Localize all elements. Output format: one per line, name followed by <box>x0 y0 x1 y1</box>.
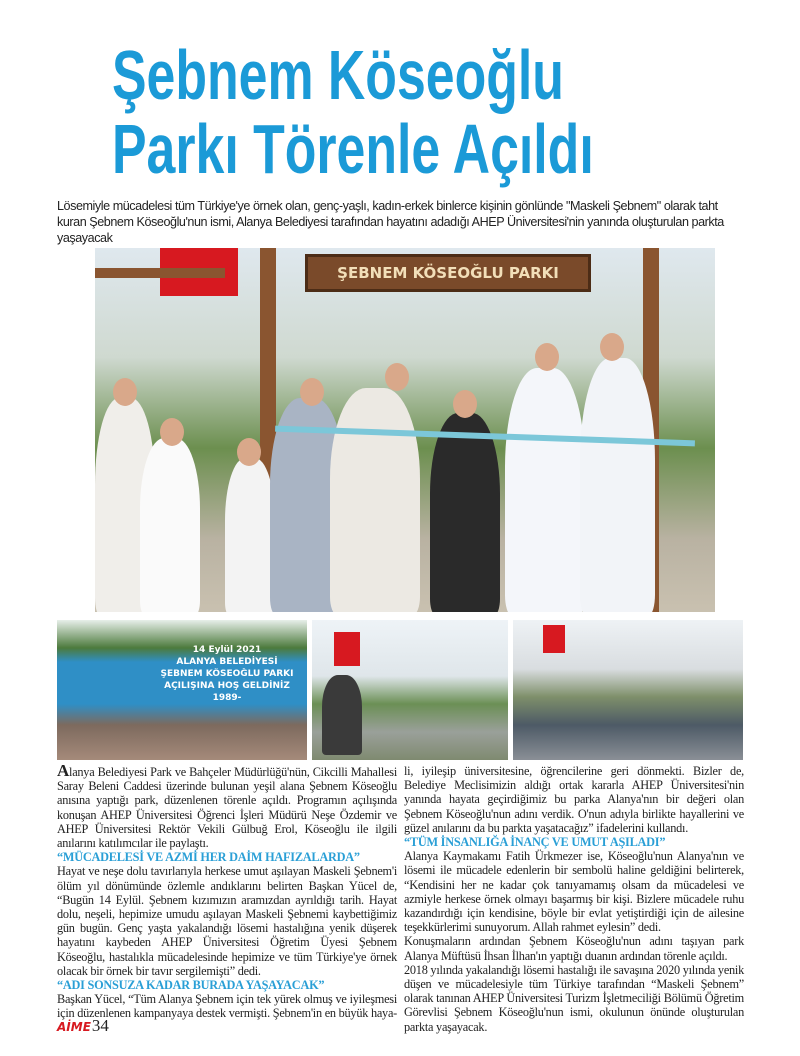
person <box>140 438 200 612</box>
person <box>225 458 275 612</box>
paragraph: Alanya Kaymakamı Fatih Ürkmezer ise, Köseoğlu'nun Alanya'nın ve lösemi ile mücadele edenlerin bir sembolü haline geldiğini belirterek, “Kendisini her ne kadar çok tanıyamamış olsam da mücadelesi ve azmiyle herkese örnek olmayı başarmış bir kişi. Bizlere mücadele ruhu kazandırdığı için kendisine, böyle bir evlat yetiştirdiği için de ailesine teşekkürlerimi sunuyorum. Allah rahmet eylesin” dedi. <box>404 849 744 935</box>
banner-line: ALANYA BELEDİYESİ <box>176 657 278 667</box>
subheading: “ADI SONSUZA KADAR BURADA YAŞAYACAK” <box>57 978 325 993</box>
person <box>330 388 420 612</box>
person <box>580 358 655 612</box>
paragraph: li, iyileşip üniversitesine, öğrencilerine geri dönmekti. Bizler de, Belediye Meclisimizin aldığı ortak kararla AHEP Üniversitesi'nin yanında hayata geçirdiğimiz bu parka Alanya'nın bir değeri olan Şebnem Köseoğlu'nun adını verdik. O'nun adıyla birlikte hayallerini ve güzel anılarını da bu parkta yaşatacağız” ifadelerini kullandı. <box>404 764 744 835</box>
banner-line: ŞEBNEM KÖSEOĞLU PARKI <box>160 669 294 679</box>
article-column-left <box>57 761 398 1021</box>
subheading: “TÜM İNSANLIĞA İNANÇ VE UMUT AŞILADI” <box>404 835 666 850</box>
head <box>160 418 184 446</box>
subheading: “MÜCADELESİ VE AZMİ HER DAİM HAFIZALARDA” <box>57 850 360 865</box>
drop-cap: A <box>57 761 70 780</box>
paragraph: Hayat ve neşe dolu tavırlarıyla herkese umut aşılayan Maskeli Şebnem'i ölüm yıl dönümünde özlemle andıklarını belirten Başkan Yücel de, “Bugün 14 Eylül. Şebnem kızımızın aramızdan ayrıldığı tarih. Hayat dolu, neşeli, hepimize umudu aşılayan Maskeli Şebnemi kaybettiğimiz gün bugün. Genç yaşta yakalandığı lösemi hastalığına yenik düşerek hayatını kaybeden AHEP Üniversitesi Öğretim Üyesi Şebnem Köseoğlu, hastalıkla mücadelesinde hepimize ve tüm Türkiye'ye örnek olacak bir örnek bir tavır sergilemişti” dedi. <box>57 864 397 978</box>
head <box>237 438 261 466</box>
person <box>430 413 500 612</box>
article-column-right <box>404 764 744 1034</box>
head <box>385 363 409 391</box>
article-title <box>112 38 594 186</box>
paragraph: Başkan Yücel, “Tüm Alanya Şebnem için tek yürek olmuş ve iyileşmesi için düzenlenen kampanyaya destek vermişti. Şebnem'in en büyük haya- <box>57 992 398 1021</box>
turkish-flag <box>334 632 360 666</box>
photo-memorial-stone <box>312 620 508 760</box>
page-number: 34 <box>91 1016 109 1035</box>
head <box>535 343 559 371</box>
turkish-flag <box>543 625 565 653</box>
paragraph: 2018 yılında yakalandığı lösemi hastalığı ile savaşına 2020 yılında yenik düşen ve mücadelesiyle tüm Türkiye tarafından “Maskeli Şebnem” olarak tanınan AHEP Üniversitesi Turizm İşletmeciliği Bölümü Öğretim Görevlisi Şebnem Köseoğlu'nun ismi, okulunun önünde oluşturulan parkta yaşayacak. <box>404 962 744 1034</box>
banner-line: 1989- <box>212 693 242 703</box>
park-sign: ŞEBNEM KÖSEOĞLU PARKI <box>305 254 591 292</box>
head <box>300 378 324 406</box>
person <box>505 368 585 612</box>
stage-banner <box>152 644 302 704</box>
pergola-beam <box>95 268 225 278</box>
head <box>453 390 477 418</box>
head <box>600 333 624 361</box>
paragraph: Konuşmaların ardından Şebnem Köseoğlu'nun adını taşıyan park Alanya Müftüsü İhsan İlhan'ın yaptığı duanın ardından törenle açıldı. <box>404 934 744 963</box>
article-intro: Lösemiyle mücadelesi tüm Türkiye'ye örnek olan, genç-yaşlı, kadın-erkek binlerce kişinin gönlünde "Maskeli Şebnem" olarak taht kuran Şebnem Köseoğlu'nun ismi, Alanya Belediyesi tarafından hayatını adadığı AHEP Üniversitesi'nin yanında oluşturulan parkta yaşayacak <box>57 199 724 245</box>
paragraph-text: lanya Belediyesi Park ve Bahçeler Müdürlüğü'nün, Cikcilli Mahallesi Saray Beleni Caddesi üzerinde bulunan yeşil alana Şebnem Köseoğlu anısına yaptığı park, düzenlenen törenle açıldı. Programın açılışında konuşan AHEP Üniversitesi Öğrenci İşleri Müdürü Neşe Özdemir ve AHEP Üniversitesi Rektör Vekili Gülbuğ Erol, Köseoğlu ile ilgili anılarını katılımcılar ile paylaştı. <box>57 765 397 851</box>
page-footer <box>57 1016 109 1036</box>
photo-crowd <box>513 620 743 760</box>
title-line-1: Şebnem Köseoğlu <box>112 36 564 114</box>
main-photo-ribbon-ceremony <box>95 248 715 612</box>
head <box>113 378 137 406</box>
banner-date: 14 Eylül 2021 <box>192 645 262 655</box>
memorial-stone <box>322 675 362 755</box>
title-line-2: Parkı Törenle Açıldı <box>112 110 594 188</box>
magazine-logo: AİME <box>57 1020 91 1034</box>
paragraph <box>57 761 397 851</box>
banner-line: AÇILIŞINA HOŞ GELDİNİZ <box>164 681 290 691</box>
photo-stage-speech <box>57 620 307 760</box>
